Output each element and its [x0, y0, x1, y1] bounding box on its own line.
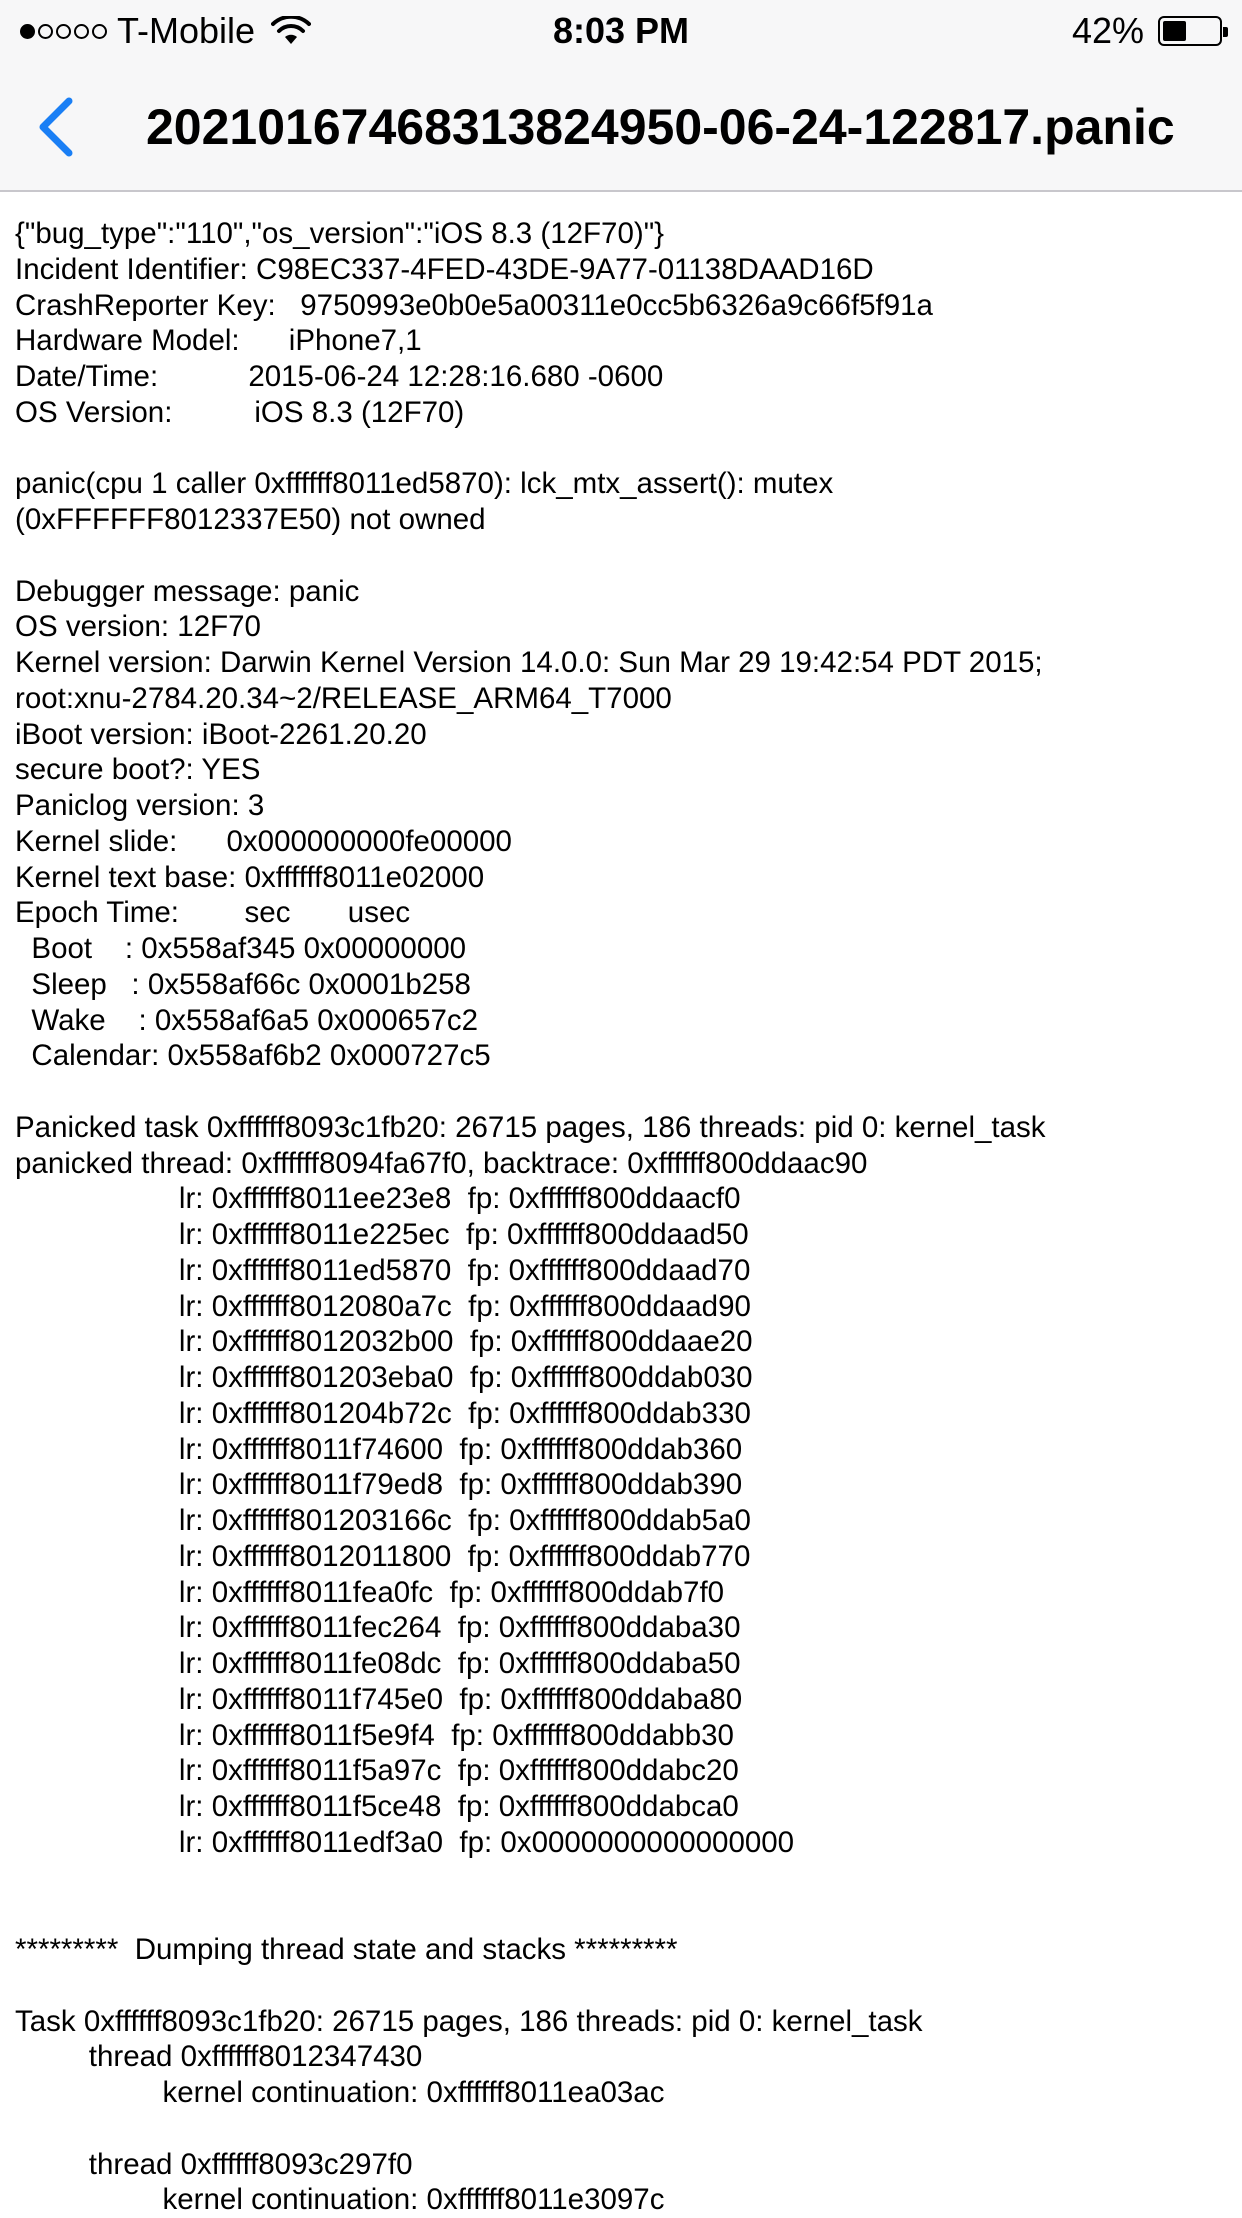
log-line: lr: 0xffffff8011fea0fc fp: 0xffffff800ddab7f0	[15, 1575, 725, 1609]
chevron-left-icon	[33, 95, 77, 159]
log-line: Sleep : 0x558af66c 0x0001b258	[15, 967, 471, 1001]
battery-tip	[1223, 27, 1228, 37]
log-line: lr: 0xffffff8011f74600 fp: 0xffffff800ddab360	[15, 1432, 743, 1466]
log-line: lr: 0xffffff8011f79ed8 fp: 0xffffff800ddab390	[15, 1468, 743, 1502]
log-line: Debugger message: panic	[15, 574, 360, 608]
carrier-name: T-Mobile	[117, 10, 256, 51]
log-line	[15, 1896, 1235, 1932]
log-line: lr: 0xffffff8011ed5870 fp: 0xffffff800ddaad70	[15, 1253, 751, 1287]
log-line: Task 0xffffff8093c1fb20: 26715 pages, 186 threads: pid 0: kernel_task	[15, 2004, 923, 2038]
clock: 8:03 PM	[552, 10, 690, 51]
log-line: {"bug_type":"110","os_version":"iOS 8.3 (12F70)"}	[15, 217, 665, 250]
battery-percent: 42%	[1071, 10, 1144, 51]
log-line: lr: 0xffffff8011f745e0 fp: 0xffffff800ddaba80	[15, 1682, 743, 1716]
log-line: Wake : 0x558af6a5 0x000657c2	[15, 1003, 479, 1037]
back-button[interactable]	[20, 92, 90, 162]
log-line: thread 0xffffff8093c297f0	[15, 2147, 413, 2181]
log-line: Boot : 0x558af345 0x00000000	[15, 932, 467, 965]
log-line: panic(cpu 1 caller 0xffffff8011ed5870): lck_mtx_assert(): mutex	[15, 467, 834, 501]
log-line: CrashReporter Key: 9750993e0b0e5a00311e0cc5b6326a9c66f5f91a	[15, 288, 933, 322]
log-line: Kernel version: Darwin Kernel Version 14.0.0: Sun Mar 29 19:42:54 PDT 2015;	[15, 646, 1043, 679]
log-line: Incident Identifier: C98EC337-4FED-43DE-9A77-01138DAAD16D	[15, 252, 874, 286]
log-line: Kernel slide: 0x000000000fe00000	[15, 824, 512, 858]
log-line: kernel continuation: 0xffffff8011e3097c	[15, 2183, 665, 2217]
page-title: 20210167468313824950-06-24-122817.panic	[146, 99, 1175, 155]
log-line	[15, 431, 1235, 467]
log-line: Kernel text base: 0xffffff8011e02000	[15, 860, 485, 894]
log-line: OS version: 12F70	[15, 610, 261, 644]
log-line: panicked thread: 0xffffff8094fa67f0, backtrace: 0xffffff800ddaac90	[15, 1146, 868, 1180]
log-line: secure boot?: YES	[15, 753, 261, 787]
log-line: lr: 0xffffff8012032b00 fp: 0xffffff800ddaae20	[15, 1325, 753, 1359]
log-line: Hardware Model: iPhone7,1	[15, 324, 422, 358]
log-line: lr: 0xffffff801203eba0 fp: 0xffffff800ddab030	[15, 1361, 753, 1394]
log-line: lr: 0xffffff8012080a7c fp: 0xffffff800ddaad90	[15, 1289, 751, 1323]
log-line: lr: 0xffffff8011f5ce48 fp: 0xffffff800ddabca0	[15, 1790, 739, 1823]
log-line: Panicked task 0xffffff8093c1fb20: 26715 pages, 186 threads: pid 0: kernel_task	[15, 1110, 1046, 1144]
log-line: lr: 0xffffff8011f5a97c fp: 0xffffff800ddabc20	[15, 1754, 739, 1788]
navigation-bar	[0, 62, 1242, 192]
log-line	[15, 2111, 1235, 2147]
log-line: (0xFFFFFF8012337E50) not owned	[15, 503, 486, 536]
log-line: lr: 0xffffff8011ee23e8 fp: 0xffffff800ddaacf0	[15, 1182, 741, 1216]
battery-icon	[1158, 16, 1222, 46]
log-line: lr: 0xffffff801203166c fp: 0xffffff800ddab5a0	[15, 1504, 751, 1537]
log-line: lr: 0xffffff8011edf3a0 fp: 0x0000000000000000	[15, 1825, 795, 1859]
log-line: lr: 0xffffff8011e225ec fp: 0xffffff800ddaad50	[15, 1218, 749, 1251]
log-line: lr: 0xffffff8011fe08dc fp: 0xffffff800ddaba50	[15, 1647, 741, 1680]
log-line	[15, 1074, 1235, 1110]
log-line: ********* Dumping thread state and stacks *********	[15, 1933, 678, 1966]
log-line: lr: 0xffffff8011fec264 fp: 0xffffff800ddaba30	[15, 1611, 741, 1645]
log-line: Calendar: 0x558af6b2 0x000727c5	[15, 1039, 491, 1073]
log-line: root:xnu-2784.20.34~2/RELEASE_ARM64_T7000	[15, 681, 672, 715]
log-line	[15, 1968, 1235, 2004]
log-line: Date/Time: 2015-06-24 12:28:16.680 -0600	[15, 360, 664, 393]
log-line: iBoot version: iBoot-2261.20.20	[15, 717, 427, 751]
log-line	[15, 1861, 1235, 1897]
log-line: Epoch Time: sec usec	[15, 896, 411, 930]
log-line: OS Version: iOS 8.3 (12F70)	[15, 395, 465, 429]
status-right	[1072, 8, 1222, 54]
log-line: thread 0xffffff8012347430	[15, 2040, 423, 2074]
log-line: lr: 0xffffff801204b72c fp: 0xffffff800ddab330	[15, 1396, 751, 1430]
log-line: lr: 0xffffff8011f5e9f4 fp: 0xffffff800ddabb30	[15, 1718, 734, 1752]
log-line	[15, 538, 1235, 574]
log-line: lr: 0xffffff8012011800 fp: 0xffffff800ddab770	[15, 1539, 751, 1573]
crash-log-text	[15, 216, 1235, 2218]
status-bar	[0, 0, 1242, 62]
battery-fill	[1163, 21, 1186, 41]
log-line: kernel continuation: 0xffffff8011ea03ac	[15, 2076, 665, 2109]
log-line: Paniclog version: 3	[15, 789, 265, 822]
